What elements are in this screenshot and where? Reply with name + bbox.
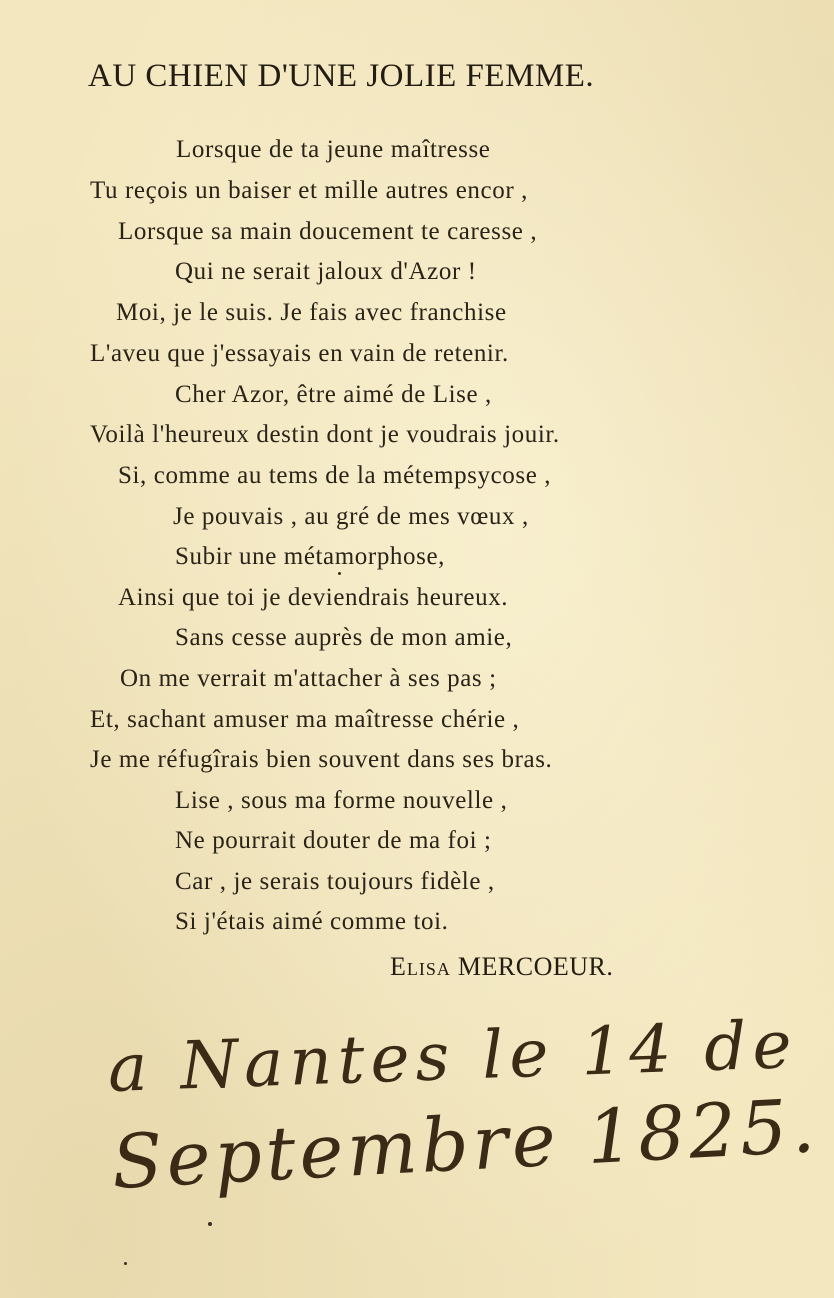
poem-line: Qui ne serait jaloux d'Azor ! xyxy=(175,258,477,285)
author-first-name: Elisa xyxy=(390,952,451,981)
poem-line: Sans cesse auprès de mon amie, xyxy=(175,624,513,651)
poem-line: Subir une métamorphose, xyxy=(175,543,446,570)
poem-author xyxy=(390,952,613,982)
poem-line: Si, comme au tems de la métempsycose , xyxy=(118,462,552,489)
poem-line: Cher Azor, être aimé de Lise , xyxy=(175,381,492,408)
poem-line: On me verrait m'attacher à ses pas ; xyxy=(120,665,497,692)
author-last-name: MERCOEUR. xyxy=(457,952,614,981)
poem-line: Lorsque sa main doucement te caresse , xyxy=(118,218,538,245)
ink-speck xyxy=(208,1222,212,1226)
poem-line: Je pouvais , au gré de mes vœux , xyxy=(173,503,529,530)
poem-line: Moi, je le suis. Je fais avec franchise xyxy=(116,299,507,326)
poem-line: L'aveu que j'essayais en vain de retenir. xyxy=(90,340,509,367)
poem-line: Et, sachant amuser ma maîtresse chérie , xyxy=(90,706,520,733)
ink-speck xyxy=(338,572,341,575)
poem-line: Si j'étais aimé comme toi. xyxy=(175,908,449,935)
poem-line: Je me réfugîrais bien souvent dans ses bras. xyxy=(90,746,553,773)
poem-line: Car , je serais toujours fidèle , xyxy=(175,868,495,895)
poem-line: Lorsque de ta jeune maîtresse xyxy=(176,136,491,163)
poem-line: Voilà l'heureux destin dont je voudrais jouir. xyxy=(90,421,560,448)
poem-line: Ne pourrait douter de ma foi ; xyxy=(175,827,492,854)
handwritten-date: Septembre 1825. xyxy=(109,1083,821,1206)
poem-line: Ainsi que toi je deviendrais heureux. xyxy=(118,584,509,611)
poem-line: Lise , sous ma forme nouvelle , xyxy=(175,787,508,814)
ink-speck xyxy=(124,1262,127,1265)
poem-line: Tu reçois un baiser et mille autres encor , xyxy=(90,177,528,204)
handwritten-place-date: a Nantes le 14 de xyxy=(106,1005,799,1107)
poem-title: AU CHIEN D'UNE JOLIE FEMME. xyxy=(88,58,595,94)
